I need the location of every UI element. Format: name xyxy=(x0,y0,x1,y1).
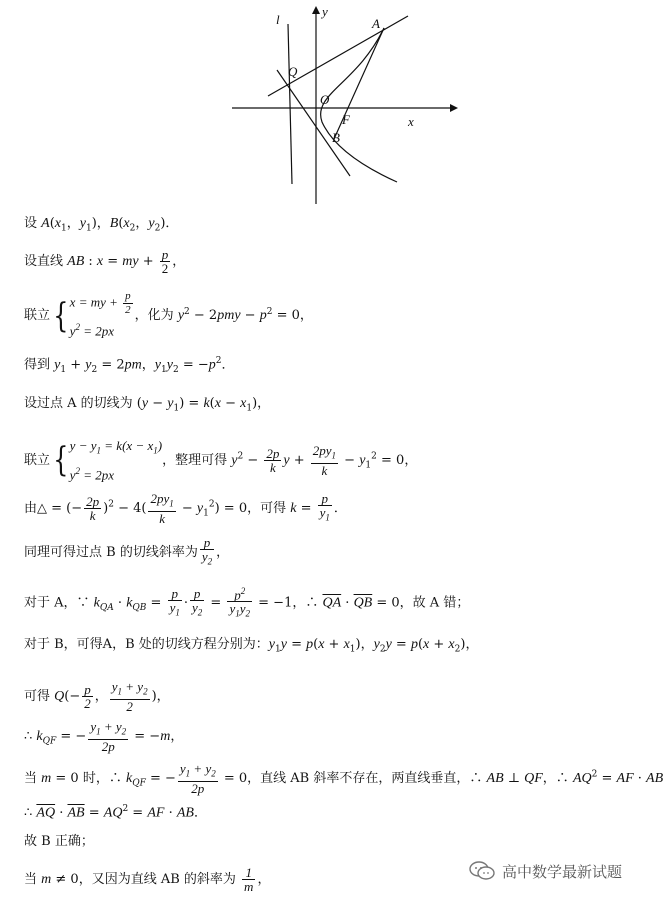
line-option-a: 对于 A，∵ $k_{QA} \cdot k_{QB}$ = $\frac{p}{y_1}$ · $\frac{p}{y_2}$ = $\frac{p^2}{y_1y_2}$ = −1，∴ $\overline{QA} \cdot \overline{QB} = 0$，故 A 错； xyxy=(24,585,470,619)
line-system-2: 联立{ $y - y_1 = k(x - x_1)$ $y^2 = 2px$ ，整理可得 $y^2$ − $\frac{2p}{k}$ y + $\frac{2py_1}{k}$ − $y_1^2 = 0$， xyxy=(24,438,418,482)
line-m-zero: 当 m = 0 时，∴ $k_{QF}$ = − $\frac{y_1 + y_2}{2p}$ = 0，直线 AB 斜率不存在，两直线垂直，∴ AB ⊥ QF，∴ $AQ^2$ = AF · AB xyxy=(24,761,663,796)
label-f: F xyxy=(342,112,350,127)
label-a: A xyxy=(372,16,380,31)
label-l: l xyxy=(276,12,280,27)
line-vector-conclusion: ∴ $\overline{AQ} \cdot \overline{AB} = AQ^2$ = AF · AB． xyxy=(24,804,207,821)
wechat-icon xyxy=(468,860,496,882)
line-discriminant: 由△ = (− $\frac{2p}{k}$ )$^2$ − 4( $\frac{2py_1}{k}$ − $y_1^2) = 0$，可得 k = $\frac{p}{y_1}$ ． xyxy=(24,491,347,526)
line-k-qf: ∴ $k_{QF}$ = − $\frac{y_1 + y_2}{2p}$ = −m， xyxy=(24,719,184,754)
y-axis-arrow xyxy=(312,6,320,14)
label-y: y xyxy=(322,4,328,19)
parabola-figure xyxy=(222,4,462,209)
wechat-watermark xyxy=(468,858,648,884)
label-x: x xyxy=(408,114,414,129)
line-point-q: 可得 Q(− $\frac{p}{2}$ ， $\frac{y_1 + y_2}{2}$ )， xyxy=(24,679,170,714)
x-axis-arrow xyxy=(450,104,458,112)
directrix-l xyxy=(288,24,292,184)
line-vieta: 得到 $y_1 + y_2 = 2pm$，$y_1y_2 = -p^2$． xyxy=(24,356,235,375)
line-tangent-b-slope: 同理可得过点 B 的切线斜率为 $\frac{p}{y_2}$ ， xyxy=(24,535,230,567)
line-b-correct: 故 B 正确； xyxy=(24,834,94,849)
line-m-nonzero: 当 m ≠ 0，又因为直线 AB 的斜率为 $\frac{1}{m}$ ， xyxy=(24,865,271,894)
parabola-curve xyxy=(321,28,397,182)
line-option-b-tangents: 对于 B，可得A，B 处的切线方程分别为：$y_1y = p(x + x_1)$，$y_2y = p(x + x_2)$， xyxy=(24,637,479,655)
line-set-points: 设 $A(x_1$，$y_1$)，$B(x_2$，$y_2$)． xyxy=(24,216,179,234)
label-q: Q xyxy=(288,64,298,79)
label-b: B xyxy=(332,130,340,145)
line-tangent-a: 设过点 A 的切线为 $(y - y_1) = k(x - x_1)$， xyxy=(24,396,271,414)
line-set-ab: 设直线 AB : x = my + $\frac{p}{2}$ ， xyxy=(24,247,186,276)
label-o: O xyxy=(320,92,330,107)
watermark-text: 高中数学最新试题 xyxy=(502,863,623,881)
line-system-1: 联立{ x = my + $\frac{p}{2}$ $y^2 = 2px$ ，化为 $y^2 - 2pmy - p^2 = 0$， xyxy=(24,290,313,339)
